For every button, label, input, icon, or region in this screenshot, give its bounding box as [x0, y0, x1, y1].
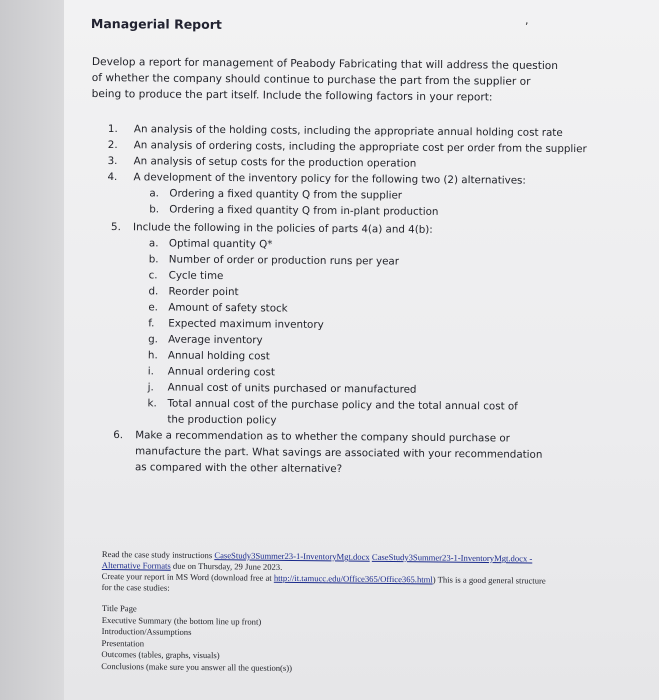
sub-list-item: g. Average inventory: [148, 333, 263, 347]
outline-item: Conclusions (make sure you answer all the question(s)): [101, 660, 293, 673]
outline-item: Presentation: [101, 637, 145, 648]
sub-list-item: i. Annual ordering cost: [147, 365, 275, 379]
outline-item: Title Page: [101, 603, 137, 614]
list-item: 1. An analysis of the holding costs, including the appropriate annual holding cost rate: [107, 122, 563, 139]
intro-paragraph: Develop a report for management of Peabody Fabricating that will address the question of whether the company should continue to purchase the part from the supplier or being to produce the part itself. Include the following factors in your report:: [91, 55, 559, 104]
outline-item: Outcomes (tables, graphs, visuals): [101, 648, 220, 661]
case-study-link[interactable]: CaseStudy3Summer23-1-InventoryMgt.docx: [214, 550, 370, 562]
sub-list-item: b. Number of order or production runs per year: [148, 253, 400, 268]
list-item: 4. A development of the inventory policy for the following two (2) alternatives:: [107, 170, 526, 187]
sub-list-item: k. Total annual cost of the purchase policy and the total annual cost of the production policy: [147, 397, 518, 427]
requirements-list: [105, 121, 587, 479]
sub-list-item: b. Ordering a fixed quantity Q from in-plant production: [149, 203, 439, 218]
office365-link[interactable]: http://it.tamucc.edu/Office365/Office365.html: [273, 572, 433, 585]
sub-list-item: j. Annual cost of units purchased or manufactured: [147, 381, 417, 396]
report-title: Managerial Report: [90, 16, 222, 32]
alternative-formats-link[interactable]: CaseStudy3Summer23-1-InventoryMgt.docx - Alternative Formats: [101, 551, 533, 571]
sub-list-item: a. Ordering a fixed quantity Q from the supplier: [149, 187, 403, 202]
left-shadow: [0, 0, 64, 700]
outline-item: Introduction/Assumptions: [101, 625, 192, 637]
sub-list-item: a. Optimal quantity Q*: [148, 237, 273, 251]
sub-list-item: d. Reorder point: [148, 285, 239, 299]
list-item: 2. An analysis of ordering costs, including the appropriate cost per order from the supplier: [107, 138, 587, 156]
instructions-paragraph: Read the case study instructions CaseStudy3Summer23-1-InventoryMgt.docx CaseStudy3Summer23-1-InventoryMgt.docx - Alternative Formats due on Thursday, 29 June 2023. Create your report in MS Word (download free at http://it.tamucc.edu/Office365/Office365.html) This is a good general structure for the case studies:: [101, 549, 546, 593]
sub-list-item: c. Cycle time: [148, 269, 224, 283]
sub-list-item: f. Expected maximum inventory: [148, 317, 324, 331]
list-item: 3. An analysis of setup costs for the production operation: [107, 154, 417, 170]
outline-item: Executive Summary (the bottom line up front): [101, 614, 262, 627]
sub-list-item: h. Annual holding cost: [147, 349, 270, 363]
report-structure-outline: [101, 603, 292, 674]
list-item: 5. Include the following in the policies of parts 4(a) and 4(b):: [111, 221, 433, 236]
sub-list-item: e. Amount of safety stock: [148, 301, 288, 315]
list-item: 6. Make a recommendation as to whether the company should purchase or manufacture the part. What savings are associated with your recommendation as compared with the other alternative?: [113, 429, 543, 476]
corner-mark: ,: [525, 14, 529, 27]
